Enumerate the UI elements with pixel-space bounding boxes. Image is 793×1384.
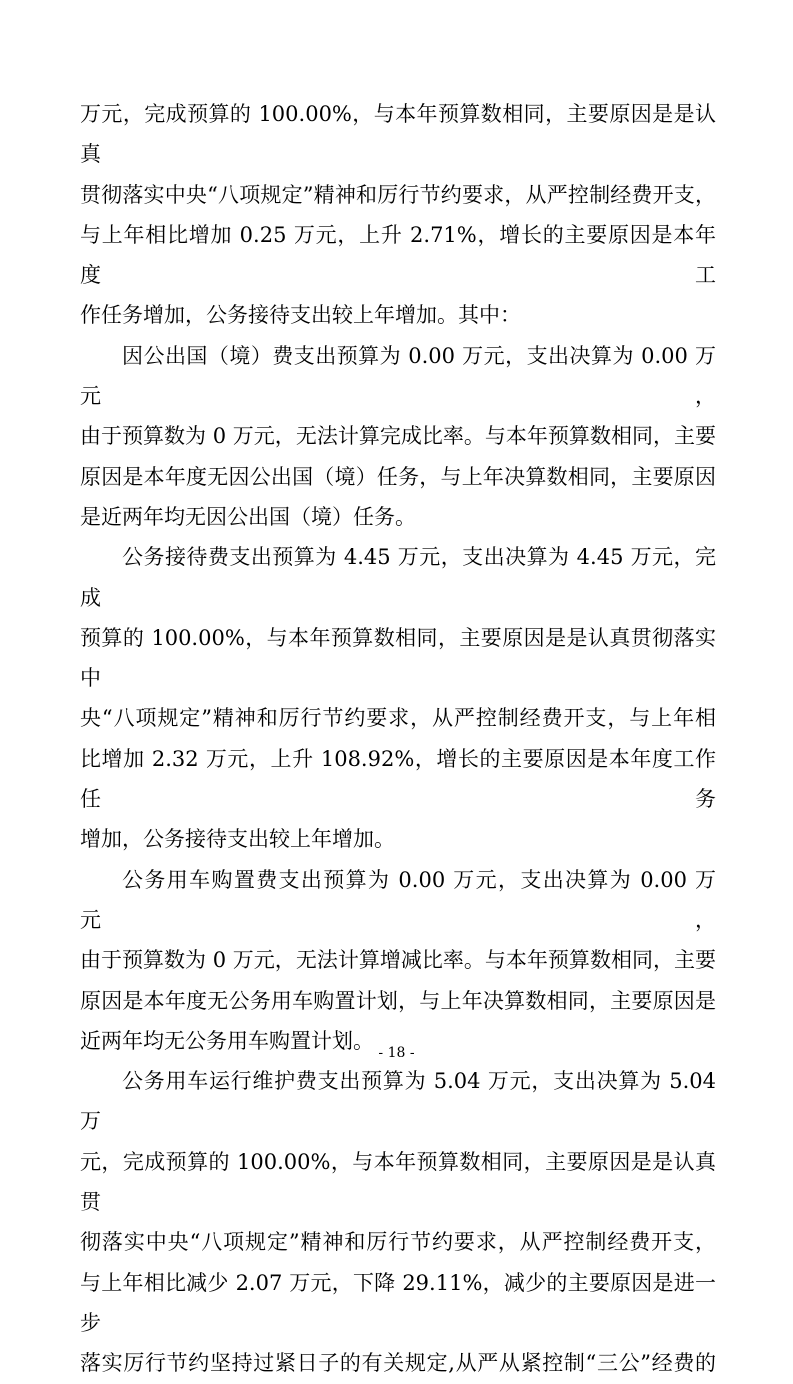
text-line: 是近两年均无因公出国（境）任务。 bbox=[80, 504, 416, 529]
text-line: 由于预算数为 0 万元，无法计算完成比率。与本年预算数相同，主要 bbox=[80, 424, 716, 449]
text-line: 由于预算数为 0 万元，无法计算增减比率。与本年预算数相同，主要 bbox=[80, 948, 716, 973]
document-page bbox=[80, 94, 716, 1384]
text-line: 央“八项规定”精神和厉行节约要求，从严控制经费开支，与上年相 bbox=[80, 706, 716, 731]
text-line: 作任务增加，公务接待支出较上年增加。其中： bbox=[80, 303, 521, 328]
text-line: 与上年相比减少 2.07 万元，下降 29.11%，减少的主要原因是进一步 bbox=[80, 1270, 716, 1335]
text-line: 比增加 2.32 万元，上升 108.92%，增长的主要原因是本年度工作任务 bbox=[80, 746, 716, 812]
paragraph-summary bbox=[80, 94, 716, 336]
paragraph-reception bbox=[80, 537, 716, 859]
text-line: 彻落实中央“八项规定”精神和厉行节约要求，从严控制经费开支， bbox=[80, 1230, 716, 1255]
text-line: 公务用车运行维护费支出预算为 5.04 万元，支出决算为 5.04 万 bbox=[80, 1069, 716, 1134]
text-line: 原因是本年度无因公出国（境）任务，与上年决算数相同，主要原因 bbox=[80, 464, 716, 489]
text-line: 增加，公务接待支出较上年增加。 bbox=[80, 827, 395, 852]
text-line: 因公出国（境）费支出预算为 0.00 万元，支出决算为 0.00 万元， bbox=[80, 343, 716, 409]
paragraph-overseas-travel bbox=[80, 336, 716, 537]
text-line: 万元，完成预算的 100.00%，与本年预算数相同，主要原因是是认真 bbox=[80, 102, 716, 167]
text-line: 贯彻落实中央“八项规定”精神和厉行节约要求，从严控制经费开支， bbox=[80, 182, 716, 207]
text-line: 近两年均无公务用车购置计划。 bbox=[80, 1028, 374, 1053]
text-line: 预算的 100.00%，与本年预算数相同，主要原因是是认真贯彻落实中 bbox=[80, 625, 716, 691]
text-line: 原因是本年度无公务用车购置计划，与上年决算数相同，主要原因是 bbox=[80, 988, 716, 1013]
text-line: 公务用车购置费支出预算为 0.00 万元，支出决算为 0.00 万元， bbox=[80, 867, 716, 932]
text-line: 元，完成预算的 100.00%，与本年预算数相同，主要原因是是认真贯 bbox=[80, 1149, 716, 1215]
text-line: 落实厉行节约坚持过紧日子的有关规定,从严从紧控制“三公”经费的 bbox=[80, 1351, 716, 1376]
text-line: 公务接待费支出预算为 4.45 万元，支出决算为 4.45 万元，完成 bbox=[80, 545, 716, 610]
text-line: 与上年相比增加 0.25 万元，上升 2.71%，增长的主要原因是本年度工 bbox=[80, 222, 716, 288]
paragraph-vehicle-maintenance bbox=[80, 1061, 716, 1383]
paragraph-vehicle-purchase bbox=[80, 860, 716, 1061]
page-number: - 18 - bbox=[378, 1045, 415, 1061]
